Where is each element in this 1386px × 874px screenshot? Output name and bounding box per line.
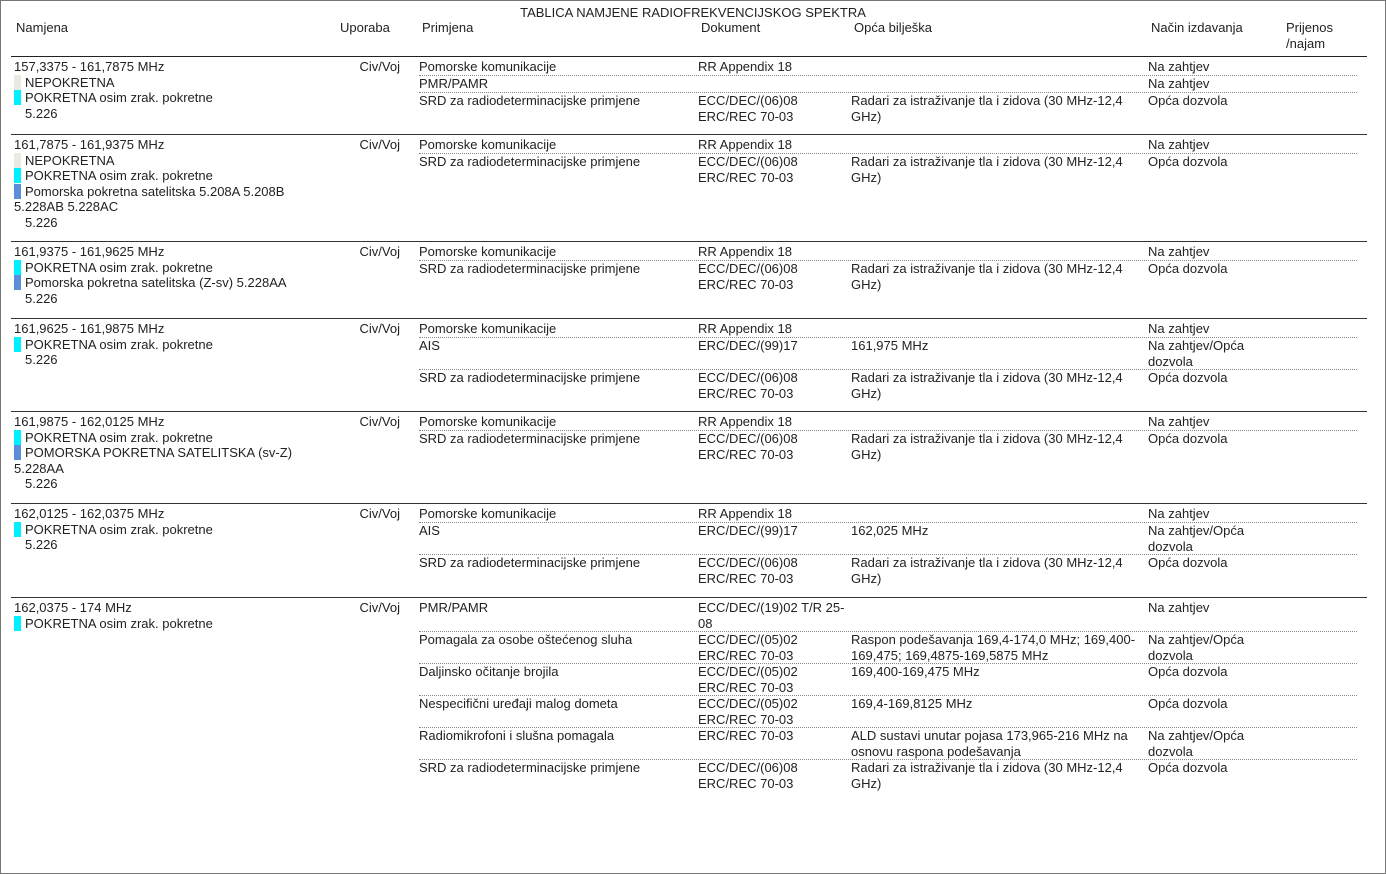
nacin-izdavanja: Na zahtjev	[1148, 506, 1210, 521]
footnote: 5.226	[25, 476, 58, 491]
primjena-row	[419, 321, 1357, 338]
primjena: Pomagala za osobe oštećenog sluha	[419, 632, 633, 647]
service-item	[14, 430, 344, 446]
primjena-rows	[419, 59, 1357, 125]
primjena: SRD za radiodeterminacijske primjene	[419, 555, 641, 570]
uporaba: Civ/Voj	[359, 321, 400, 336]
opca-biljeska: Radari za istraživanje tla i zidova (30 MHz-12,4 GHz)	[851, 760, 1123, 791]
primjena-row	[419, 93, 1357, 125]
nacin-izdavanja: Na zahtjev/Opća dozvola	[1148, 523, 1245, 554]
primjena-rows	[419, 137, 1357, 186]
service-color-swatch	[14, 153, 21, 168]
primjena-row	[419, 244, 1357, 261]
opca-biljeska: Radari za istraživanje tla i zidova (30 MHz-12,4 GHz)	[851, 154, 1123, 185]
opca-biljeska: ALD sustavi unutar pojasa 173,965-216 MHz na osnovu raspona podešavanja	[851, 728, 1128, 759]
dokument: RR Appendix 18	[698, 59, 792, 74]
frequency-band	[11, 241, 1367, 318]
footnote: 5.226	[25, 352, 58, 367]
nacin-izdavanja: Na zahtjev/Opća dozvola	[1148, 632, 1245, 663]
primjena-rows	[419, 244, 1357, 293]
primjena-row	[419, 414, 1357, 431]
primjena: PMR/PAMR	[419, 600, 489, 615]
footnote: 5.226	[25, 214, 58, 230]
primjena-row	[419, 664, 1357, 696]
dokument: ECC/DEC/(06)08 ERC/REC 70-03	[698, 431, 798, 462]
opca-biljeska: 161,975 MHz	[851, 338, 929, 353]
service-item	[14, 337, 344, 353]
header-biljeska: Opća bilješka	[854, 20, 933, 35]
primjena: SRD za radiodeterminacijske primjene	[419, 431, 641, 446]
header-prijenos: Prijenos /najam	[1286, 20, 1333, 51]
dokument: ECC/DEC/(06)08 ERC/REC 70-03	[698, 93, 798, 124]
nacin-izdavanja: Opća dozvola	[1148, 431, 1228, 446]
primjena: AIS	[419, 338, 440, 353]
service-color-swatch	[14, 522, 21, 537]
service-label: POKRETNA osim zrak. pokretne	[25, 336, 213, 352]
uporaba: Civ/Voj	[359, 414, 400, 429]
frequency-range: 161,7875 - 161,9375 MHz	[14, 137, 165, 152]
opca-biljeska: 169,400-169,475 MHz	[851, 664, 980, 679]
uporaba: Civ/Voj	[359, 137, 400, 152]
service-color-swatch	[14, 445, 21, 460]
service-color-swatch	[14, 337, 21, 352]
dokument: ECC/DEC/(06)08 ERC/REC 70-03	[698, 261, 798, 292]
dokument: ECC/DEC/(06)08 ERC/REC 70-03	[698, 154, 798, 185]
primjena: SRD za radiodeterminacijske primjene	[419, 760, 641, 775]
frequency-band	[11, 134, 1367, 241]
primjena: Pomorske komunikacije	[419, 321, 557, 336]
primjena: Daljinsko očitanje brojila	[419, 664, 559, 679]
frequency-band	[11, 597, 1367, 870]
service-item	[14, 90, 344, 106]
namjena-cell	[14, 321, 344, 368]
nacin-izdavanja: Opća dozvola	[1148, 93, 1228, 108]
dokument: RR Appendix 18	[698, 506, 792, 521]
namjena-cell	[14, 414, 344, 492]
frequency-band	[11, 318, 1367, 411]
nacin-izdavanja: Opća dozvola	[1148, 664, 1228, 679]
service-item	[14, 168, 344, 184]
primjena: Pomorske komunikacije	[419, 506, 557, 521]
service-color-swatch	[14, 90, 21, 105]
service-item	[14, 522, 344, 538]
primjena-rows	[419, 321, 1357, 402]
header-dokument: Dokument	[701, 20, 761, 35]
frequency-band	[11, 503, 1367, 597]
namjena-cell	[14, 137, 344, 230]
footnote: 5.226	[25, 537, 58, 552]
primjena-rows	[419, 506, 1357, 587]
service-label: NEPOKRETNA	[25, 74, 115, 90]
primjena-row	[419, 154, 1357, 186]
dokument: ECC/DEC/(06)08 ERC/REC 70-03	[698, 555, 798, 586]
service-item	[14, 275, 344, 291]
primjena: Pomorske komunikacije	[419, 414, 557, 429]
primjena: AIS	[419, 523, 440, 538]
service-item	[14, 616, 344, 632]
service-color-swatch	[14, 184, 21, 199]
primjena-row	[419, 696, 1357, 728]
footnote-refs: 5.228AB 5.228AC	[14, 199, 119, 214]
primjena: Pomorske komunikacije	[419, 137, 557, 152]
primjena-row	[419, 261, 1357, 293]
service-item	[14, 445, 344, 461]
header-nacin: Način izdavanja	[1151, 20, 1243, 35]
service-label: Pomorska pokretna satelitska (Z-sv) 5.228AA	[25, 275, 287, 290]
service-color-swatch	[14, 75, 21, 90]
primjena: Nespecifični uređaji malog dometa	[419, 696, 618, 711]
nacin-izdavanja: Na zahtjev	[1148, 414, 1210, 429]
primjena: SRD za radiodeterminacijske primjene	[419, 370, 641, 385]
primjena-rows	[419, 414, 1357, 463]
primjena-row	[419, 431, 1357, 463]
primjena-row	[419, 338, 1357, 370]
nacin-izdavanja: Opća dozvola	[1148, 696, 1228, 711]
service-label: POKRETNA osim zrak. pokretne	[25, 90, 213, 105]
opca-biljeska: Raspon podešavanja 169,4-174,0 MHz; 169,400-169,475; 169,4875-169,5875 MHz	[851, 632, 1136, 663]
service-color-swatch	[14, 430, 21, 445]
dokument: ECC/DEC/(05)02 ERC/REC 70-03	[698, 664, 798, 695]
uporaba: Civ/Voj	[359, 244, 400, 259]
service-label: POKRETNA osim zrak. pokretne	[25, 259, 213, 275]
opca-biljeska: Radari za istraživanje tla i zidova (30 MHz-12,4 GHz)	[851, 261, 1123, 292]
dokument: ECC/DEC/(06)08 ERC/REC 70-03	[698, 760, 798, 791]
opca-biljeska: Radari za istraživanje tla i zidova (30 MHz-12,4 GHz)	[851, 370, 1123, 401]
footnote-refs: 5.228AA	[14, 460, 64, 476]
frequency-range: 161,9875 - 162,0125 MHz	[14, 414, 165, 429]
service-color-swatch	[14, 616, 21, 631]
nacin-izdavanja: Na zahtjev/Opća dozvola	[1148, 338, 1245, 369]
namjena-cell	[14, 600, 344, 631]
service-label: NEPOKRETNA	[25, 152, 115, 168]
header-namjena: Namjena	[16, 20, 69, 35]
primjena-row	[419, 370, 1357, 402]
header-primjena: Primjena	[422, 20, 474, 35]
dokument: ERC/DEC/(99)17	[698, 338, 798, 353]
dokument: RR Appendix 18	[698, 137, 792, 152]
dokument: ECC/DEC/(05)02 ERC/REC 70-03	[698, 632, 798, 663]
nacin-izdavanja: Na zahtjev	[1148, 137, 1210, 152]
namjena-cell	[14, 506, 344, 553]
nacin-izdavanja: Na zahtjev/Opća dozvola	[1148, 728, 1245, 759]
primjena: Pomorske komunikacije	[419, 59, 557, 74]
opca-biljeska: Radari za istraživanje tla i zidova (30 MHz-12,4 GHz)	[851, 93, 1123, 124]
opca-biljeska: Radari za istraživanje tla i zidova (30 MHz-12,4 GHz)	[851, 431, 1123, 462]
opca-biljeska: Radari za istraživanje tla i zidova (30 MHz-12,4 GHz)	[851, 555, 1123, 586]
service-color-swatch	[14, 260, 21, 275]
primjena-row	[419, 760, 1357, 792]
dokument: RR Appendix 18	[698, 244, 792, 259]
footnote: 5.226	[25, 290, 58, 306]
primjena-row	[419, 59, 1357, 76]
primjena: Radiomikrofoni i slušna pomagala	[419, 728, 615, 743]
dokument: ECC/DEC/(05)02 ERC/REC 70-03	[698, 696, 798, 727]
dokument: ECC/DEC/(19)02 T/R 25-08	[698, 600, 845, 631]
uporaba: Civ/Voj	[359, 59, 400, 74]
service-label: POKRETNA osim zrak. pokretne	[25, 521, 213, 537]
footnote: 5.226	[25, 105, 58, 121]
primjena: Pomorske komunikacije	[419, 244, 557, 259]
nacin-izdavanja: Na zahtjev	[1148, 59, 1210, 74]
service-color-swatch	[14, 168, 21, 183]
frequency-range: 157,3375 - 161,7875 MHz	[14, 59, 165, 74]
service-label: Pomorska pokretna satelitska 5.208A 5.208B	[25, 183, 285, 199]
frequency-range: 162,0375 - 174 MHz	[14, 600, 132, 615]
dokument: ERC/REC 70-03	[698, 728, 794, 743]
dokument: RR Appendix 18	[698, 321, 792, 336]
service-item	[14, 153, 344, 169]
nacin-izdavanja: Na zahtjev	[1148, 244, 1210, 259]
primjena-row	[419, 137, 1357, 154]
primjena: SRD za radiodeterminacijske primjene	[419, 93, 641, 108]
nacin-izdavanja: Na zahtjev	[1148, 321, 1210, 336]
opca-biljeska: 169,4-169,8125 MHz	[851, 696, 973, 711]
service-label: POKRETNA osim zrak. pokretne	[25, 429, 213, 445]
uporaba: Civ/Voj	[359, 506, 400, 521]
nacin-izdavanja: Opća dozvola	[1148, 370, 1228, 385]
frequency-band	[11, 411, 1367, 503]
service-label: POKRETNA osim zrak. pokretne	[25, 615, 213, 631]
header-uporaba: Uporaba	[340, 20, 390, 35]
primjena-row	[419, 506, 1357, 523]
frequency-range: 161,9375 - 161,9625 MHz	[14, 244, 165, 259]
service-item	[14, 184, 344, 200]
primjena-row	[419, 600, 1357, 632]
service-item	[14, 260, 344, 276]
nacin-izdavanja: Na zahtjev	[1148, 600, 1210, 615]
namjena-cell	[14, 59, 344, 121]
uporaba: Civ/Voj	[359, 600, 400, 615]
primjena-row	[419, 76, 1357, 93]
frequency-range: 161,9625 - 161,9875 MHz	[14, 321, 165, 336]
service-item	[14, 75, 344, 91]
service-label: POKRETNA osim zrak. pokretne	[25, 168, 213, 183]
primjena-row	[419, 555, 1357, 587]
frequency-range: 162,0125 - 162,0375 MHz	[14, 506, 165, 521]
opca-biljeska: 162,025 MHz	[851, 523, 929, 538]
table-title: TABLICA NAMJENE RADIOFREKVENCIJSKOG SPEKTRA	[520, 5, 866, 20]
nacin-izdavanja: Opća dozvola	[1148, 154, 1228, 169]
primjena-rows	[419, 600, 1357, 792]
frequency-band	[11, 57, 1367, 134]
primjena: PMR/PAMR	[419, 76, 489, 91]
nacin-izdavanja: Opća dozvola	[1148, 555, 1228, 570]
service-label: POMORSKA POKRETNA SATELITSKA (sv-Z)	[25, 445, 293, 460]
nacin-izdavanja: Na zahtjev	[1148, 76, 1210, 91]
primjena-row	[419, 523, 1357, 555]
namjena-cell	[14, 244, 344, 306]
nacin-izdavanja: Opća dozvola	[1148, 261, 1228, 276]
service-color-swatch	[14, 275, 21, 290]
nacin-izdavanja: Opća dozvola	[1148, 760, 1228, 775]
dokument: RR Appendix 18	[698, 414, 792, 429]
primjena-row	[419, 632, 1357, 664]
dokument: ERC/DEC/(99)17	[698, 523, 798, 538]
dokument: ECC/DEC/(06)08 ERC/REC 70-03	[698, 370, 798, 401]
primjena-row	[419, 728, 1357, 760]
primjena: SRD za radiodeterminacijske primjene	[419, 261, 641, 276]
primjena: SRD za radiodeterminacijske primjene	[419, 154, 641, 169]
